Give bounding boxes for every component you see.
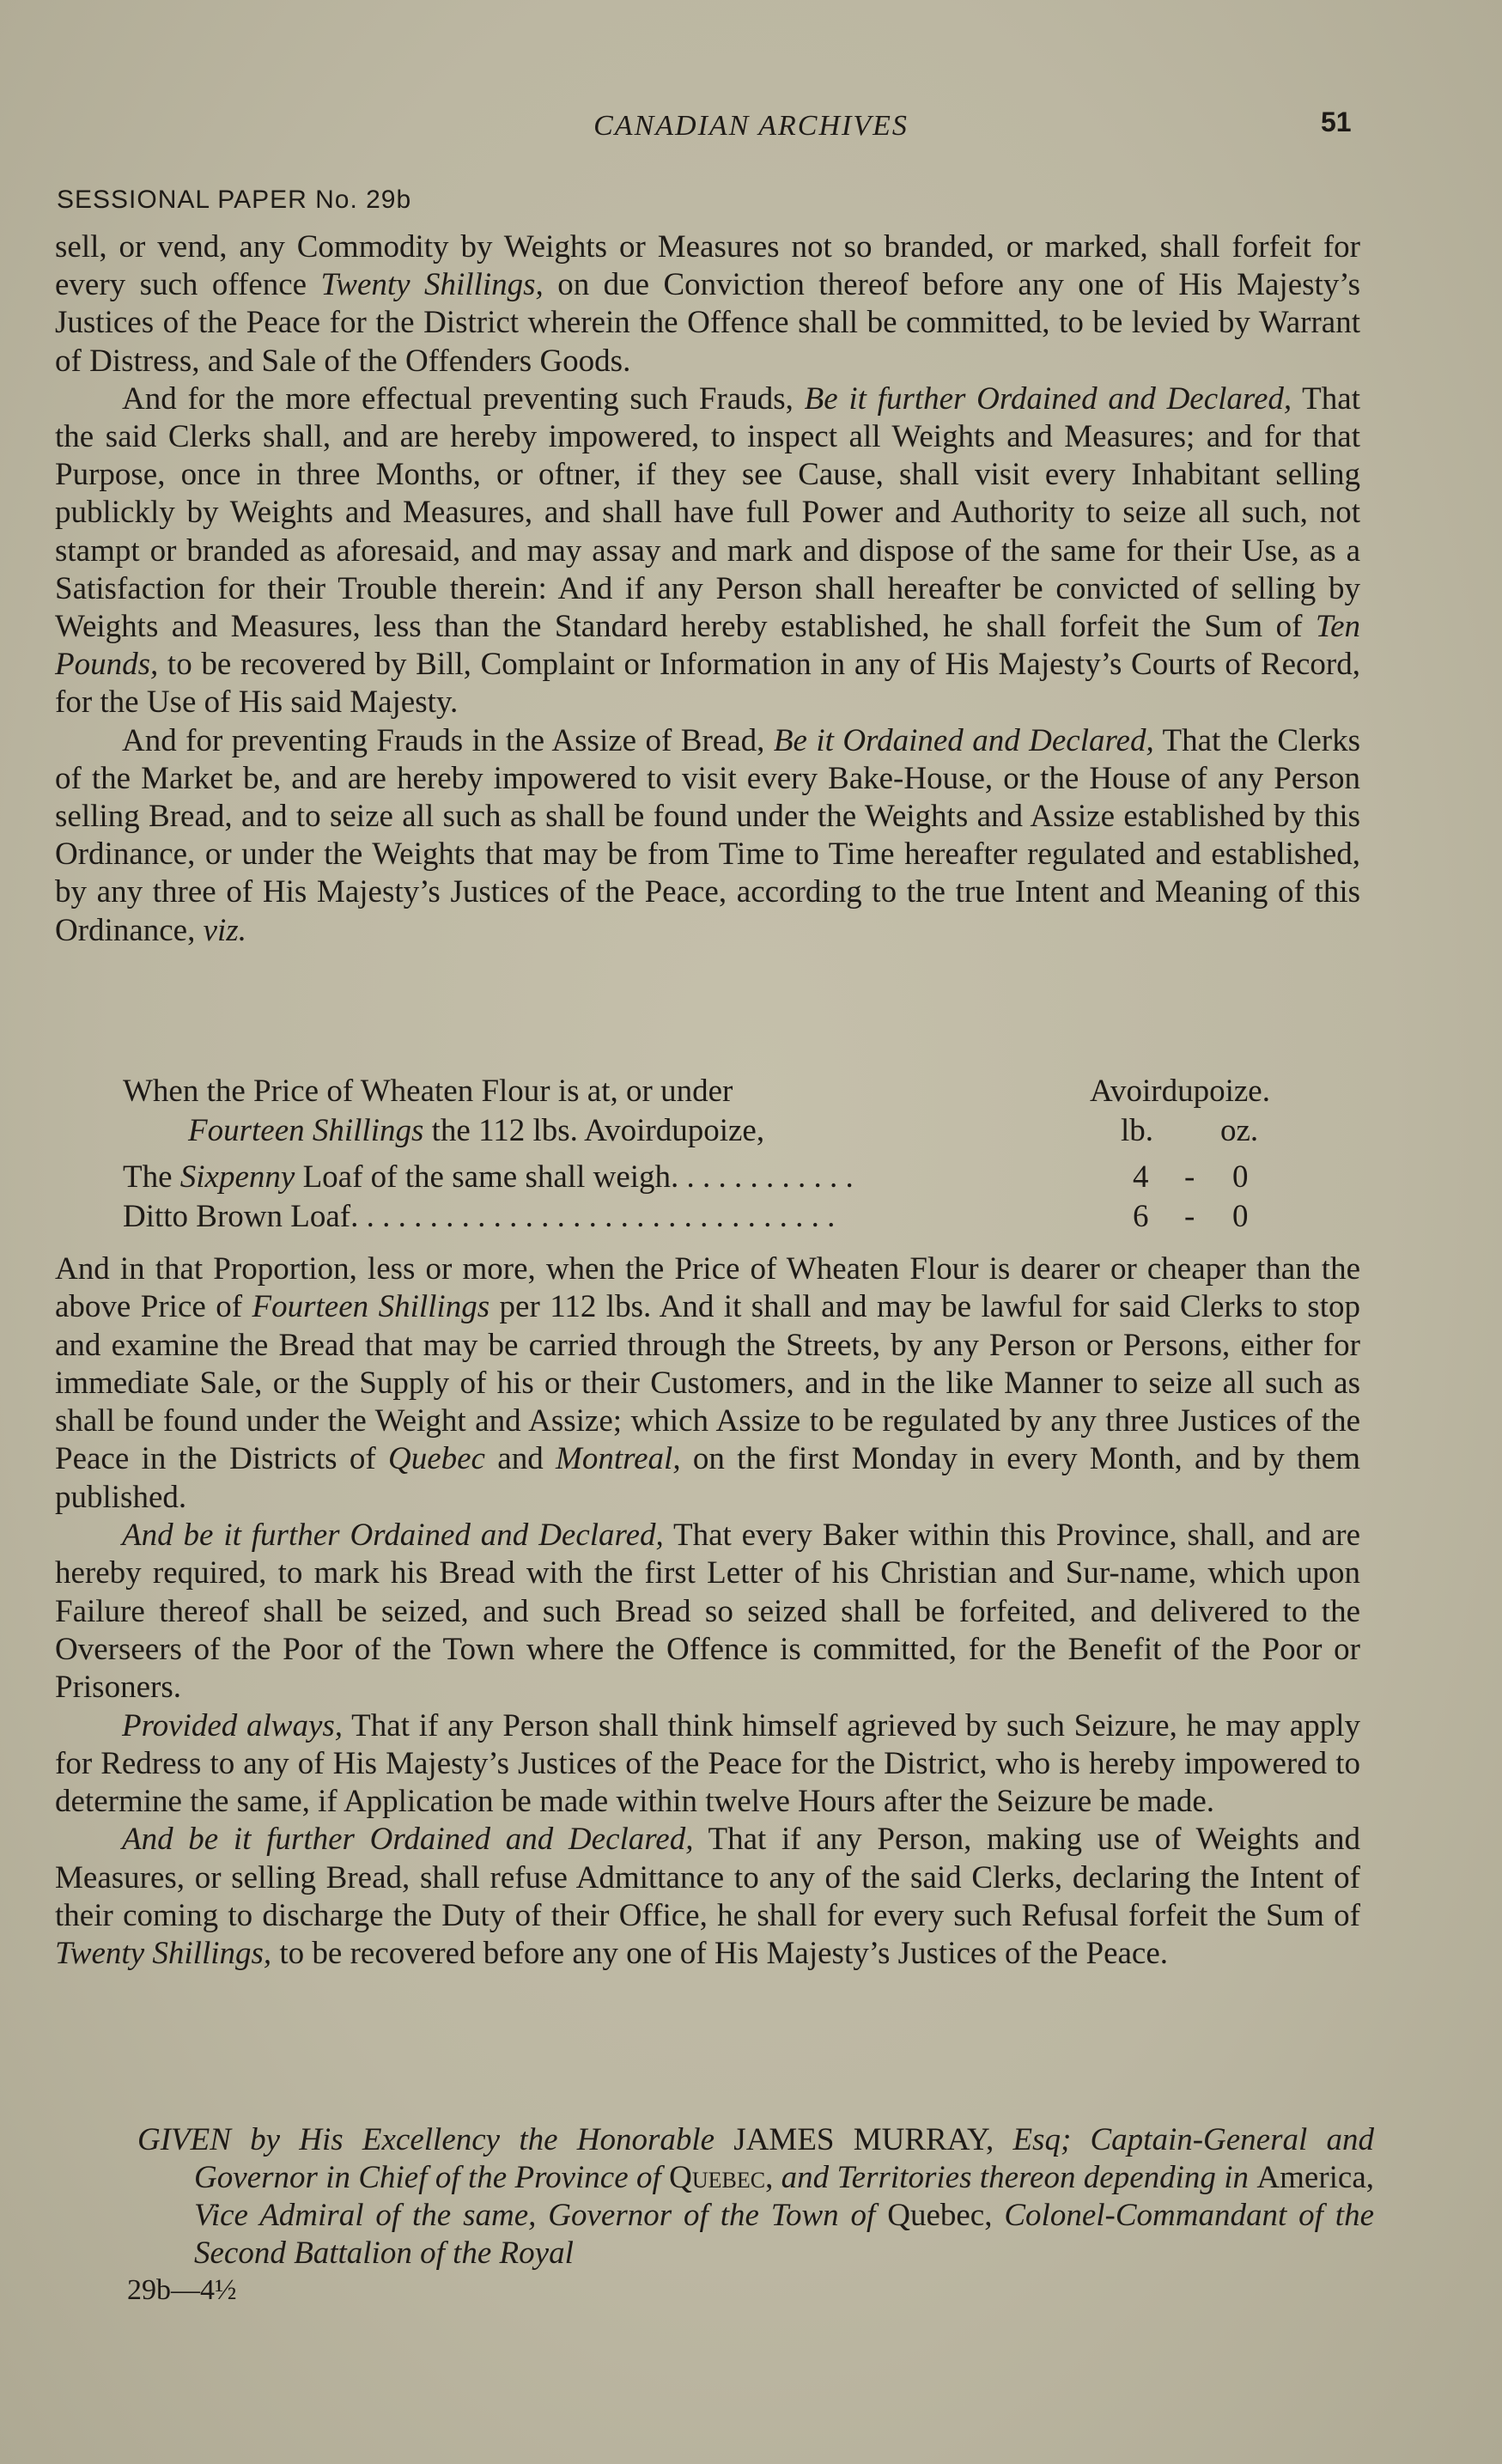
text-run: per 112 lbs. And it shall and may be lawful for said Clerks to stop and examine the Bread that may be carried through the Streets, by any Person or Persons, either for immediate Sale, or the Supply of his or their Customers, and in the like Manner to seize all such as shall be found under the Weight and Assize; which Assize to be regulated by any three Justices of the Peace in the Districts of — [55, 1289, 1360, 1477]
text-run: That the Clerks of the Market be, and are hereby impowered to visit every Bake-House, or the House of any Person selling Bread, and to seize all such as shall be found under the Weights and Assize established by this Ordinance, or under the Weights that may be from Time to Time hereafter regulated and established, by any three of His Majesty’s Justices of the Peace, according to the true Intent and Meaning of this Ordinance, — [55, 722, 1360, 948]
upright-run: Quebec, — [887, 2198, 993, 2233]
lower-paragraph — [55, 1517, 1360, 1707]
text-run: That if any Person shall think himself agrieved by such Seizure, he may apply for Redress to any of His Majesty’s Justices of the Peace for the District, who is hereby impowered to determine the same, if Application be made within twelve Hours after the Seizure be made. — [55, 1707, 1360, 1820]
body-text-upper — [55, 228, 1360, 950]
text-run: That the said Clerks shall, and are hereby impowered, to inspect all Weights and Measures; and for that Purpose, once in three Months, or oftner, if they see Cause, shall visit every Inhabitant selling publickly by Weights and Measures, and shall have full Power and Authority to seize all such, not stampt or branded as aforesaid, and may assay and mark and dispose of the same for their Use, as a Satisfaction for their Trouble therein: And if any Person shall hereafter be convicted of selling by Weights and Measures, less than the Standard hereby established, he shall forfeit the Sum of — [55, 380, 1360, 645]
page-number: 51 — [1321, 106, 1352, 137]
assize-row-label-pre: The — [123, 1159, 180, 1195]
assize-row-label — [123, 1158, 854, 1197]
assize-row-label-pre: Ditto Brown Loaf. . . . . . . . . . . . . . . . . . . . . . . . . . . . . . . — [123, 1199, 836, 1234]
assize-col-lb: lb. — [1121, 1113, 1154, 1148]
text-run: And for the more effectual preventing such Frauds, — [122, 380, 805, 417]
given-by-paragraph — [137, 2121, 1374, 2272]
assize-table — [123, 1072, 1308, 1237]
assize-row-lb: 4 — [1133, 1159, 1149, 1195]
lower-paragraph — [55, 1707, 1360, 1822]
italic-run: And be it further Ordained and Declared, — [122, 1822, 694, 1858]
assize-price-italic: Fourteen Shillings — [188, 1113, 424, 1148]
body-text-lower — [55, 1250, 1360, 1974]
assize-unit-header: Avoirdupoize. — [1090, 1074, 1270, 1109]
text-run: and — [484, 1441, 556, 1477]
text-run: sell, or vend, any Commodity by Weights or Measures not so branded, or marked, shall forfeit for every such offence — [55, 229, 1360, 303]
assize-price-row — [123, 1111, 1308, 1151]
assize-row-lb: 6 — [1133, 1199, 1149, 1234]
italic-run: Montreal, — [556, 1441, 681, 1477]
given-text — [137, 2121, 1374, 2272]
text-run: And in that Proportion, less or more, when the Price of Wheaten Flour is dearer or cheaper than the above Price of — [55, 1251, 1360, 1325]
italic-run: Be it further Ordained and Declared, — [804, 380, 1292, 417]
italic-run: Esq; Captain-General and Governor in Chief of the Province of — [194, 2122, 1375, 2195]
assize-row-dash: - — [1184, 1199, 1195, 1234]
upright-run: America, — [1256, 2160, 1375, 2195]
italic-run: Colonel-Commandant of the Second Battalion of the Royal — [194, 2198, 1374, 2271]
italic-run: Twenty Shillings, — [55, 1936, 272, 1972]
upper-paragraph — [55, 380, 1360, 722]
italic-run: Fourteen Shillings — [252, 1289, 490, 1325]
text-run: And for preventing Frauds in the Assize of Bread, — [122, 722, 774, 758]
assize-row-sixpenny — [123, 1158, 1308, 1197]
sessional-paper-label: SESSIONAL PAPER No. 29b — [57, 186, 412, 214]
assize-row-label-italic: Sixpenny — [179, 1159, 295, 1195]
running-head: CANADIAN ARCHIVES — [593, 110, 909, 142]
text-run: That if any Person, making use of Weights and Measures, or selling Bread, shall refuse Admittance to any of the said Clerks, declaring the Intent of their coming to discharge the Duty of their Office, he shall for every such Refusal forfeit the Sum of — [55, 1822, 1360, 1934]
italic-run: Ten Pounds, — [55, 609, 1360, 683]
upright-run: Quebec, — [669, 2160, 774, 2195]
italic-run: Provided always, — [122, 1707, 344, 1743]
text-run: to be recovered before any one of His Majesty’s Justices of the Peace. — [271, 1936, 1169, 1972]
assize-row-label — [123, 1197, 835, 1237]
upper-paragraph — [55, 722, 1360, 950]
assize-price-text — [188, 1111, 764, 1151]
text-run: on the first Monday in every Month, and by them published. — [55, 1441, 1361, 1515]
lower-paragraph — [55, 1821, 1360, 1973]
text-run: That every Baker within this Province, shall, and are hereby required, to mark his Bread with the first Letter of his Christian and Sur-name, which upon Failure thereof shall be seized, and such Bread so seized shall be forfeited, and delivered to the Overseers of the Poor of the Town where the Offence is committed, for the Benefit of the Poor or Prisoners. — [55, 1518, 1360, 1706]
assize-row-dash: - — [1184, 1159, 1195, 1195]
italic-run: Be it Ordained and Declared, — [773, 722, 1154, 758]
italic-run: Quebec — [387, 1441, 485, 1477]
assize-row-label-post: Loaf of the same shall weigh. . . . . . . . . . . . — [295, 1159, 854, 1195]
text-run: to be recovered by Bill, Complaint or Information in any of His Majesty’s Courts of Record, for the Use of His said Majesty. — [55, 647, 1360, 721]
italic-run: viz. — [203, 912, 246, 948]
text-run: on due Conviction thereof before any one of His Majesty’s Justices of the Peace for the District wherein the Offence shall be committed, to be levied by Warrant of Distress, and Sale of the Offenders Goods. — [55, 267, 1360, 379]
lower-paragraph — [55, 1250, 1360, 1517]
italic-run: GIVEN by His Excellency the Honorable — [137, 2122, 734, 2157]
italic-run: And be it further Ordained and Declared, — [122, 1518, 664, 1554]
assize-row-oz: 0 — [1232, 1199, 1249, 1234]
signature-mark: 29b—4½ — [127, 2274, 237, 2306]
upright-run: JAMES MURRAY, — [733, 2122, 994, 2157]
italic-run: Vice Admiral of the same, Governor of the Town of — [194, 2198, 888, 2233]
assize-col-oz: oz. — [1220, 1113, 1259, 1148]
assize-price-rest: the 112 lbs. Avoirdupoize, — [423, 1113, 765, 1148]
italic-run: Twenty Shillings, — [320, 267, 544, 303]
assize-row-brown — [123, 1197, 1308, 1237]
assize-row-oz: 0 — [1232, 1159, 1249, 1195]
assize-intro-row — [123, 1072, 1308, 1111]
upper-paragraph — [55, 228, 1360, 380]
italic-run: and Territories thereon depending in — [773, 2160, 1257, 2195]
assize-intro-text: When the Price of Wheaten Flour is at, or under — [123, 1074, 733, 1109]
